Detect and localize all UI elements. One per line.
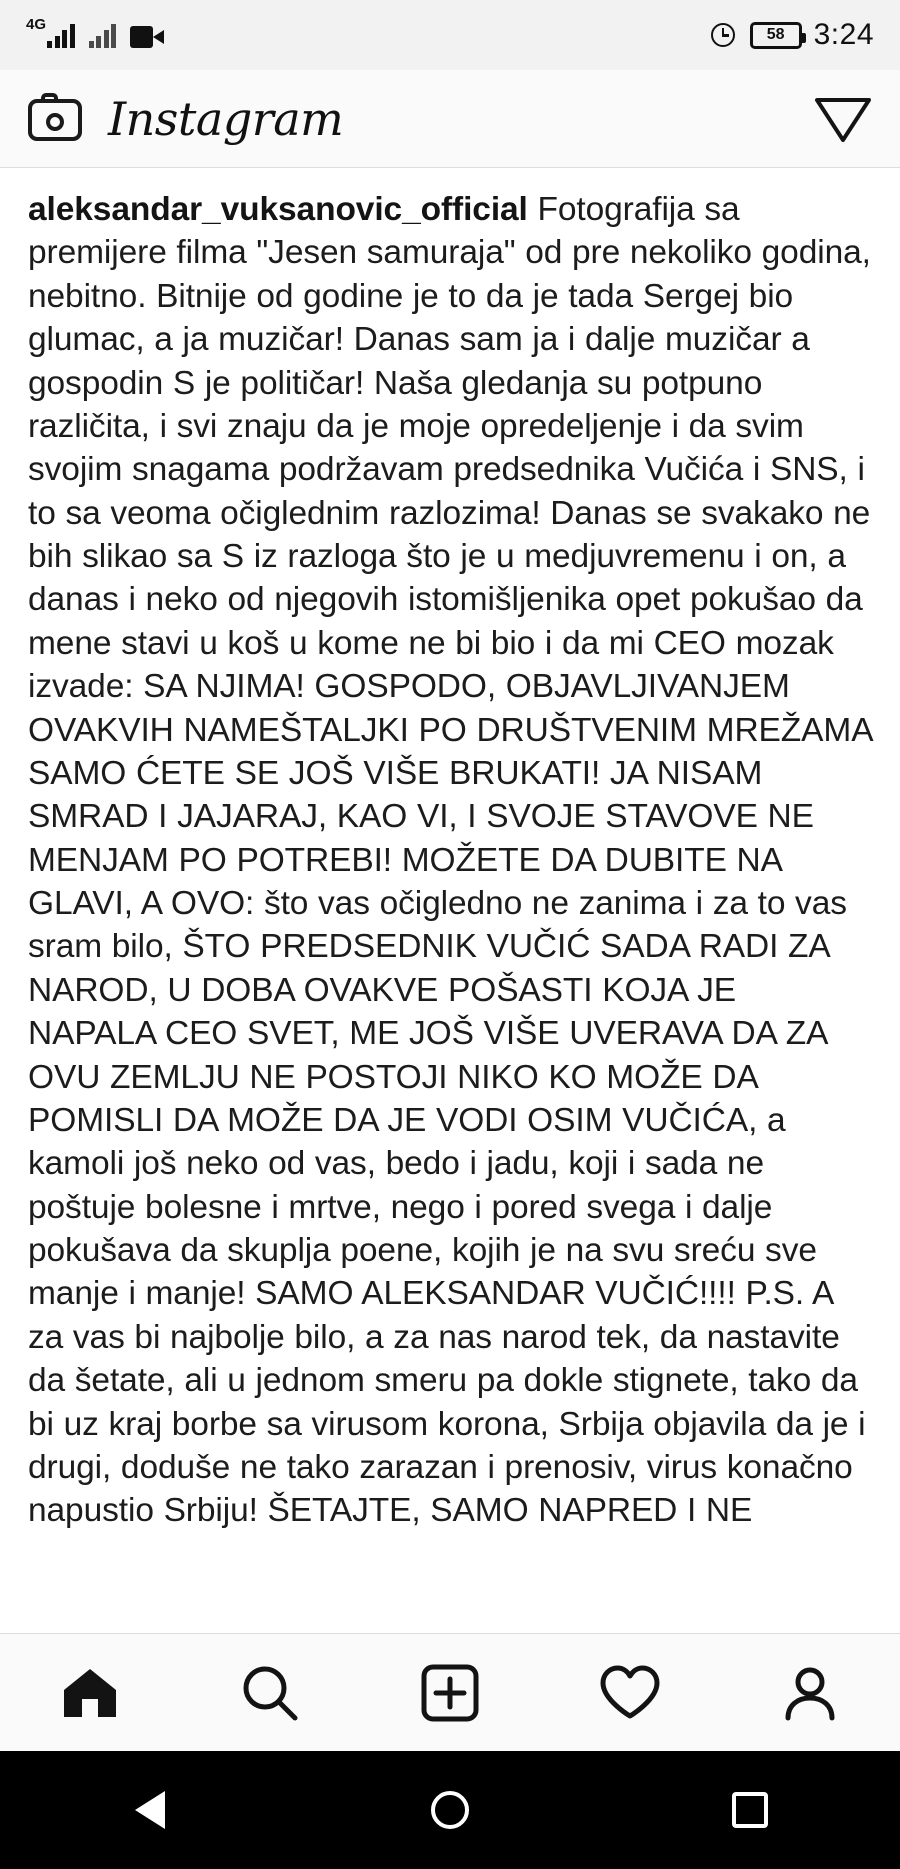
post-caption	[0, 168, 900, 1533]
square-recents-icon[interactable]	[690, 1751, 810, 1869]
android-nav-bar	[0, 1751, 900, 1869]
profile-tab[interactable]	[750, 1634, 870, 1752]
battery-percent-label: 58	[766, 26, 785, 43]
status-bar	[0, 0, 900, 70]
post-feed[interactable]	[0, 168, 900, 1633]
signal-bars-glyph	[47, 22, 75, 48]
bottom-tab-bar	[0, 1633, 900, 1751]
signal-bars-icon	[26, 16, 75, 48]
caption-fade-overlay	[0, 1607, 900, 1633]
status-bar-left	[26, 16, 164, 48]
add-post-tab[interactable]	[390, 1634, 510, 1752]
app-header	[0, 70, 900, 168]
triangle-back-icon[interactable]	[90, 1751, 210, 1869]
signal-bars-secondary-icon	[89, 22, 117, 48]
caption-text: Fotografija sa premijere filma "Jesen samuraja" od pre nekoliko godina, nebitno. Bitnije od godine je to da je tada Sergej bio glumac, a ja muzičar! Danas sam ja i dalje muzičar a gospodin S je političar! Naša gledanja su potpuno različita, i svi znaju da je moje opredeljenje i da svim svojim snagama podržavam predsednika Vučića i SNS, i to sa veoma očiglednim razlozima! Danas se svakako ne bih slikao sa S iz razloga što je u medjuvremenu i on, a danas i neko od njegovih istomišljenika opet pokušao da mene stavi u koš u kome ne bi bio i da mi CEO mozak izvade: SA NJIMA! GOSPODO, OBJAVLJIVANJEM OVAKVIH NAMEŠTALJKI PO DRUŠTVENIM MREŽAMA SAMO ĆETE SE JOŠ VIŠE BRUKATI! JA NISAM SMRAD I JAJARAJ, KAO VI, I SVOJE STAVOVE NE MENJAM PO POTREBI! MOŽETE DA DUBITE NA GLAVI, A OVO: što vas očigledno ne zanima i za to vas sram bilo, ŠTO PREDSEDNIK VUČIĆ SADA RADI ZA NAROD, U DOBA OVAKVE POŠASTI KOJA JE NAPALA CEO SVET, ME JOŠ VIŠE UVERAVA DA ZA OVU ZEMLJU NE POSTOJI NIKO KO MOŽE DA POMISLI DA MOŽE DA JE VODI OSIM VUČIĆA, a kamoli još neko od vas, bedo i jadu, koji i sada ne poštuje bolesne i mrtve, nego i pored svega i dalje pokušava da skuplja poene, kojih je na svu sreću sve manje i manje! SAMO ALEKSANDAR VUČIĆ!!!! P.S. A za vas bi najbolje bilo, a za nas narod tek, da nastavite da šetate, ali u jednom smeru pa dokle stignete, tako da bi uz kraj borbe sa virusom korona, Srbija objavila da je i drugi, doduše ne tako zarazan i prenosiv, virus konačno napustio Srbiju! ŠETAJTE, SAMO NAPRED I NE	[28, 191, 872, 1530]
network-type-label: 4G	[26, 16, 47, 33]
video-camera-icon	[130, 26, 164, 48]
post-username[interactable]: aleksandar_vuksanovic_official	[28, 191, 528, 228]
circle-home-icon[interactable]	[390, 1751, 510, 1869]
alarm-clock-icon	[710, 21, 738, 49]
camera-icon[interactable]	[28, 92, 82, 146]
paper-plane-icon[interactable]	[814, 94, 872, 144]
home-tab[interactable]	[30, 1634, 150, 1752]
search-tab[interactable]	[210, 1634, 330, 1752]
battery-icon	[750, 22, 802, 49]
status-bar-right	[710, 20, 874, 50]
status-bar-clock: 3:24	[813, 18, 874, 51]
page-title: Instagram	[108, 91, 344, 146]
activity-tab[interactable]	[570, 1634, 690, 1752]
